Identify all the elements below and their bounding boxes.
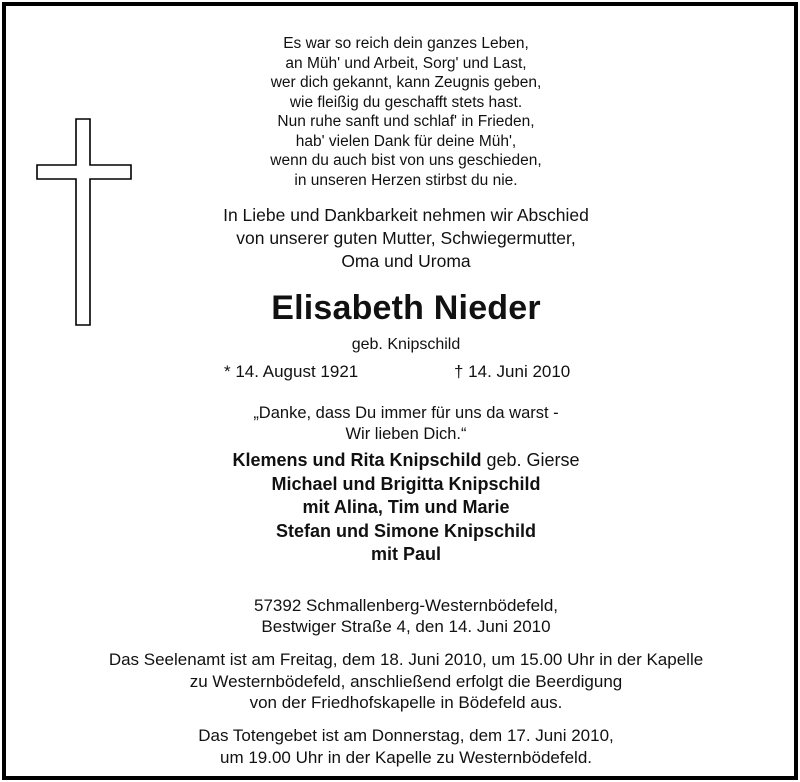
prayer-line: Das Totengebet ist am Donnerstag, dem 17. Juni 2010, <box>198 726 614 745</box>
prayer-info <box>46 725 766 768</box>
poem-line: wenn du auch bist von uns geschieden, <box>270 152 542 169</box>
deceased-name: Elisabeth Nieder <box>271 289 541 327</box>
poem-line: Es war so reich dein ganzes Leben, <box>283 35 529 52</box>
birth-name: geb. Knipschild <box>351 336 461 353</box>
cross-icon <box>36 118 132 326</box>
farewell-line: In Liebe und Dankbarkeit nehmen wir Abschied <box>223 205 589 225</box>
address-line: Bestwiger Straße 4, den 14. Juni 2010 <box>261 617 551 636</box>
maiden-name: geb. Gierse <box>481 450 580 470</box>
mourner-names: Klemens und Rita Knipschild <box>232 450 482 470</box>
death-date: † 14. Juni 2010 <box>454 362 571 381</box>
requiem-info <box>46 649 766 714</box>
birth-date: * 14. August 1921 <box>224 362 359 381</box>
poem-line: hab' vielen Dank für deine Müh', <box>295 132 517 150</box>
farewell-line: von unserer guten Mutter, Schwiegermutter, <box>236 228 576 248</box>
poem-line: an Müh' und Arbeit, Sorg' und Last, <box>285 54 527 72</box>
mourner-line: Michael und Brigitta Knipschild <box>271 473 541 494</box>
requiem-line: von der Friedhofskapelle in Bödefeld aus. <box>249 693 563 712</box>
prayer-line: um 19.00 Uhr in der Kapelle zu Westernbödefeld. <box>219 747 593 767</box>
poem-line: Nun ruhe sanft und schlaf' in Frieden, <box>277 113 535 130</box>
address-block <box>206 595 606 637</box>
quote-line: Wir lieben Dich.“ <box>345 425 467 443</box>
mourner-line: mit Paul <box>370 544 441 564</box>
obituary-notice <box>2 2 798 780</box>
poem-line: wie fleißig du geschafft stets hast. <box>289 93 523 111</box>
poem-line: in unseren Herzen stirbst du nie. <box>294 171 518 189</box>
farewell-text <box>206 204 606 273</box>
farewell-line: Oma und Uroma <box>341 251 471 271</box>
mourner-line: mit Alina, Tim und Marie <box>302 497 510 517</box>
requiem-line: Das Seelenamt ist am Freitag, dem 18. Juni 2010, um 15.00 Uhr in der Kapelle <box>108 650 704 669</box>
requiem-line: zu Westernbödefeld, anschließend erfolgt die Beerdigung <box>189 671 623 691</box>
poem-line: wer dich gekannt, kann Zeugnis geben, <box>270 74 542 91</box>
mourners-list <box>156 449 656 567</box>
mourner-line: Stefan und Simone Knipschild <box>275 520 536 541</box>
family-quote <box>206 403 606 445</box>
quote-line: „Danke, dass Du immer für uns da warst - <box>253 404 559 422</box>
address-line: 57392 Schmallenberg-Westernbödefeld, <box>254 596 558 615</box>
poem <box>206 34 606 190</box>
mourner-line <box>156 449 656 473</box>
